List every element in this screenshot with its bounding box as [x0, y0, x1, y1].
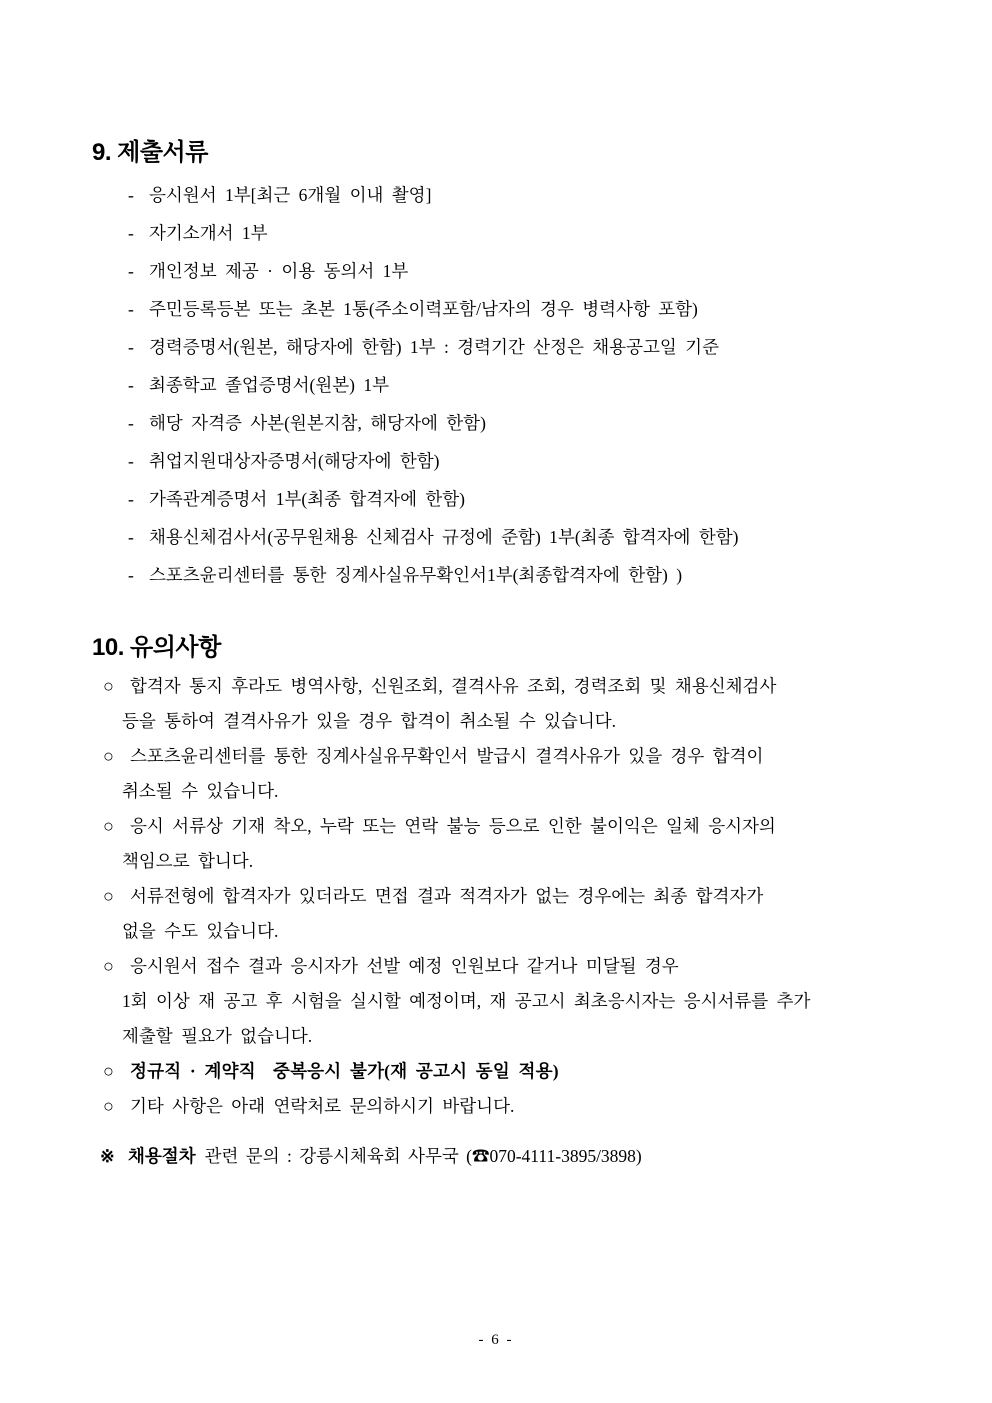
- contact-phone-number: 070-4111-3895/3898): [489, 1146, 642, 1166]
- note-line: 없을 수도 있습니다.: [122, 921, 279, 941]
- note-line: 책임으로 합니다.: [122, 851, 254, 871]
- list-item-text: 개인정보 제공 · 이용 동의서 1부: [149, 261, 409, 281]
- note-line: [0, 809, 992, 844]
- circle-bullet: ○: [103, 1096, 114, 1116]
- list-item-text: 경력증명서(원본, 해당자에 한함) 1부 : 경력기간 산정은 채용공고일 기준: [149, 337, 719, 357]
- circle-bullet: ○: [103, 886, 114, 906]
- list-item: [0, 556, 992, 594]
- note-text: 응시원서 접수 결과 응시자가 선발 예정 인원보다 같거나 미달될 경우: [130, 956, 679, 976]
- dash-bullet: -: [128, 375, 134, 395]
- dash-bullet: -: [128, 451, 134, 471]
- circle-bullet: ○: [103, 816, 114, 836]
- note-item: [0, 949, 992, 1054]
- list-item-text: 스포츠윤리센터를 통한 징계사실유무확인서1부(최종합격자에 한함) ): [149, 565, 683, 585]
- note-line: 1회 이상 재 공고 후 시험을 실시할 예정이며, 재 공고시 최초응시자는 응시서류를 추가: [122, 991, 811, 1011]
- dash-bullet: -: [128, 185, 134, 205]
- list-item: [0, 176, 992, 214]
- page-number: - 6 -: [478, 1332, 514, 1348]
- note-item: [0, 1089, 992, 1124]
- phone-icon: ☎: [471, 1146, 490, 1166]
- note-text: 기타 사항은 아래 연락처로 문의하시기 바랍니다.: [130, 1096, 515, 1116]
- list-item-text: 주민등록등본 또는 초본 1통(주소이력포함/남자의 경우 병력사항 포함): [149, 299, 698, 319]
- note-line: [0, 1054, 992, 1089]
- contact-text: 관련 문의 : 강릉시체육회 사무국 (: [204, 1146, 472, 1166]
- note-line: [0, 1089, 992, 1124]
- dash-bullet: -: [128, 261, 134, 281]
- note-text: 서류전형에 합격자가 있더라도 면접 결과 적격자가 없는 경우에는 최종 합격자가: [130, 886, 764, 906]
- note-item: [0, 669, 992, 739]
- note-line: 제출할 필요가 없습니다.: [122, 1026, 313, 1046]
- dash-bullet: -: [128, 565, 134, 585]
- list-item-text: 응시원서 1부[최근 6개월 이내 촬영]: [149, 185, 432, 205]
- note-line: [0, 669, 992, 704]
- dash-bullet: -: [128, 527, 134, 547]
- note-item: [0, 1054, 992, 1089]
- note-text: 응시 서류상 기재 착오, 누락 또는 연락 불능 등으로 인한 불이익은 일체 응시자의: [130, 816, 776, 836]
- note-line: [0, 879, 992, 914]
- contact-line: [0, 1139, 992, 1174]
- note-text: 합격자 통지 후라도 병역사항, 신원조회, 결격사유 조회, 경력조회 및 채용신체검사: [130, 676, 777, 696]
- note-line: [0, 949, 992, 984]
- list-item: [0, 518, 992, 556]
- list-item: [0, 328, 992, 366]
- list-item-text: 해당 자격증 사본(원본지참, 해당자에 한함): [149, 413, 486, 433]
- list-item: [0, 480, 992, 518]
- note-text: 스포츠윤리센터를 통한 징계사실유무확인서 발급시 결격사유가 있을 경우 합격이: [130, 746, 764, 766]
- note-line: [0, 739, 992, 774]
- list-item-text: 취업지원대상자증명서(해당자에 한함): [149, 451, 440, 471]
- section-10-title: 10. 유의사항: [92, 634, 221, 661]
- submission-documents-list: [0, 176, 992, 594]
- dash-bullet: -: [128, 223, 134, 243]
- list-item-text: 자기소개서 1부: [149, 223, 268, 243]
- list-item: [0, 290, 992, 328]
- list-item: [0, 366, 992, 404]
- list-item: [0, 214, 992, 252]
- dash-bullet: -: [128, 337, 134, 357]
- list-item: [0, 252, 992, 290]
- list-item: [0, 404, 992, 442]
- note-item: [0, 739, 992, 809]
- note-item: [0, 809, 992, 879]
- circle-bullet: ○: [103, 746, 114, 766]
- note-text-bold: 정규직 · 계약직 중복응시 불가(재 공고시 동일 적용): [130, 1061, 559, 1081]
- note-line: 등을 통하여 결격사유가 있을 경우 합격이 취소될 수 있습니다.: [122, 711, 616, 731]
- list-item-text: 채용신체검사서(공무원채용 신체검사 규정에 준함) 1부(최종 합격자에 한함): [149, 527, 739, 547]
- notes-list: [0, 669, 992, 1124]
- dash-bullet: -: [128, 489, 134, 509]
- list-item-text: 가족관계증명서 1부(최종 합격자에 한함): [149, 489, 466, 509]
- dash-bullet: -: [128, 299, 134, 319]
- note-item: [0, 879, 992, 949]
- list-item: [0, 442, 992, 480]
- reference-mark: ※: [100, 1146, 115, 1166]
- circle-bullet: ○: [103, 1061, 114, 1081]
- section-9-title: 9. 제출서류: [92, 139, 208, 166]
- contact-topic: 채용절차: [128, 1146, 196, 1166]
- list-item-text: 최종학교 졸업증명서(원본) 1부: [149, 375, 390, 395]
- dash-bullet: -: [128, 413, 134, 433]
- circle-bullet: ○: [103, 676, 114, 696]
- note-line: 취소될 수 있습니다.: [122, 781, 279, 801]
- circle-bullet: ○: [103, 956, 114, 976]
